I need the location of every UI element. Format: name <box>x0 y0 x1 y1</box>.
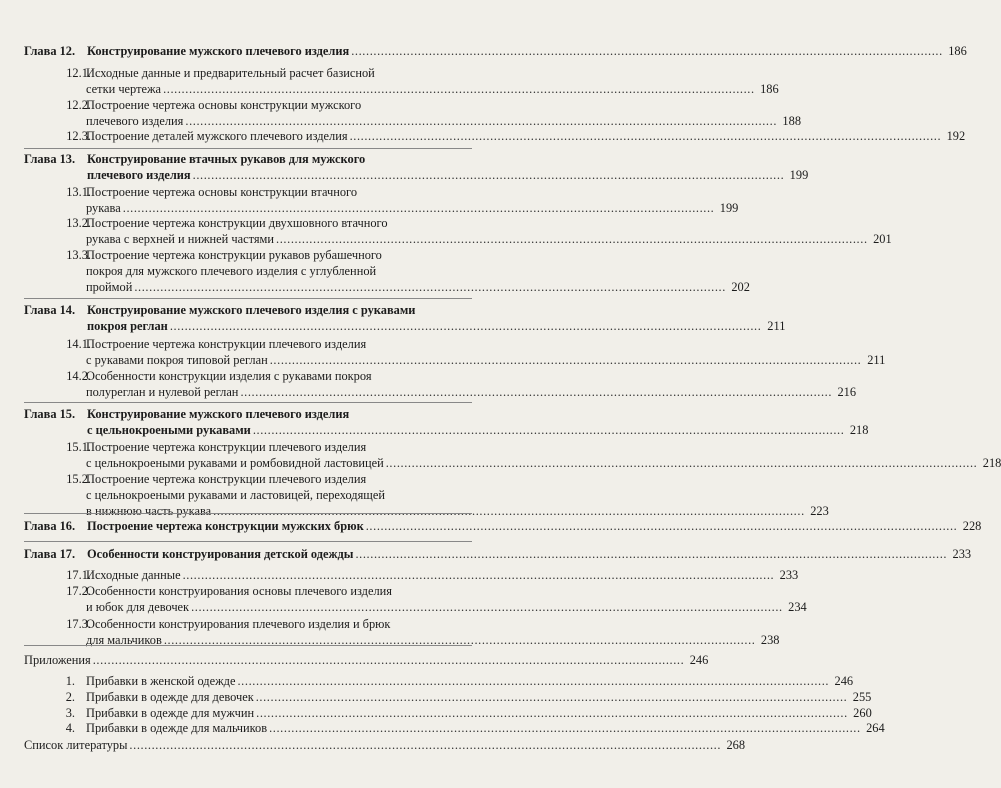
page-number: 233 <box>779 568 799 582</box>
section-entry-text: Исходные данные <box>86 568 181 582</box>
dot-leader: ................................................................................................................................................................ <box>256 706 848 720</box>
appendix-title-text: Приложения <box>24 653 91 667</box>
entry-number: 15.1. <box>66 440 91 454</box>
page-number: 218 <box>849 423 869 437</box>
section-entry-text: с рукавами покроя типовой реглан <box>86 353 268 367</box>
page-number: 264 <box>866 721 885 735</box>
section-entry <box>0 247 514 263</box>
chapter-divider <box>24 402 472 403</box>
section-entry <box>0 200 739 216</box>
page-number: 218 <box>982 456 1001 470</box>
chapter-label: Глава 17. <box>24 547 76 561</box>
section-entry <box>0 263 514 279</box>
entry-number: 15.2. <box>66 472 91 486</box>
page-number: 246 <box>689 653 709 667</box>
chapter-title-text: Конструирование мужского плечевого изделия <box>87 407 350 421</box>
chapter-title-text: покроя реглан <box>87 319 168 333</box>
entry-number: 12.3. <box>66 129 91 143</box>
page-number: 246 <box>834 674 854 688</box>
chapter-divider <box>24 541 472 542</box>
chapter-title-text: Конструирование мужского плечевого изделия <box>87 44 350 58</box>
page-number: 188 <box>782 114 802 128</box>
section-entry <box>0 583 514 599</box>
section-entry-text: сетки чертежа <box>86 82 162 96</box>
section-entry <box>0 352 886 368</box>
dot-leader: ................................................................................................................................................................ <box>240 385 833 399</box>
chapter-label: Глава 16. <box>24 519 76 533</box>
section-entry-text: рукава с верхней и нижней частями <box>86 232 275 246</box>
entry-number: 1. <box>65 674 75 688</box>
dot-leader: ................................................................................................................................................................ <box>269 721 861 735</box>
dot-leader: ................................................................................................................................................................ <box>169 319 762 333</box>
dot-leader: ................................................................................................................................................................ <box>255 690 848 704</box>
chapter-title <box>0 422 869 438</box>
section-entry-text: с цельнокроеными рукавами и ластовицей, переходящей <box>86 488 385 502</box>
entry-number: 4. <box>65 721 75 735</box>
section-entry-text: рукава <box>86 201 121 215</box>
page-number: 268 <box>726 738 746 752</box>
section-entry-text: Построение чертежа основы конструкции втачного <box>86 185 358 199</box>
dot-leader: ................................................................................................................................................................ <box>349 129 942 143</box>
section-entry-text: для мальчиков <box>86 633 162 647</box>
chapter-title <box>0 406 514 422</box>
section-entry-text: Построение чертежа конструкции плечевого изделия <box>86 472 367 486</box>
section-entry <box>0 471 514 487</box>
dot-leader: ................................................................................................................................................................ <box>385 456 978 470</box>
page-number: 260 <box>853 706 872 720</box>
dot-leader: ................................................................................................................................................................ <box>129 738 722 752</box>
dot-leader: ................................................................................................................................................................ <box>163 82 755 96</box>
section-entry-text: покроя для мужского плечевого изделия с углубленной <box>86 264 377 278</box>
section-entry <box>0 231 892 247</box>
entry-number: 13.3. <box>66 248 91 262</box>
dot-leader: ................................................................................................................................................................ <box>252 423 845 437</box>
section-entry <box>0 503 829 519</box>
section-entry <box>0 567 799 583</box>
appendix-item-text: Прибавки в одежде для мужчин <box>86 706 255 720</box>
dot-leader: ................................................................................................................................................................ <box>351 44 943 58</box>
entry-number: 3. <box>65 706 75 720</box>
section-entry <box>0 184 514 200</box>
entry-number: 14.2. <box>66 369 91 383</box>
section-entry-text: Исходные данные и предварительный расчет базисной <box>86 66 375 80</box>
dot-leader: ................................................................................................................................................................ <box>355 547 948 561</box>
section-entry-text: Особенности конструирования плечевого изделия и брюк <box>86 617 391 631</box>
section-entry <box>0 487 514 503</box>
entry-number: 17.2. <box>66 584 91 598</box>
section-entry <box>0 215 514 231</box>
section-entry <box>0 97 514 113</box>
chapter-title-text: Особенности конструирования детской одежды <box>87 547 354 561</box>
chapter-label: Глава 14. <box>24 303 76 317</box>
section-entry <box>0 81 779 97</box>
section-entry <box>0 279 750 295</box>
appendix-item <box>0 673 854 689</box>
entry-number: 12.2. <box>66 98 91 112</box>
section-entry-text: с цельнокроеными рукавами и ромбовидной ластовицей <box>86 456 384 470</box>
section-entry <box>0 455 1001 471</box>
section-entry-text: Особенности конструирования основы плечевого изделия <box>86 584 392 598</box>
section-entry-text: Построение чертежа основы конструкции мужского <box>86 98 362 112</box>
entry-number: 14.1. <box>66 337 91 351</box>
section-entry-text: Построение чертежа конструкции плечевого изделия <box>86 337 367 351</box>
section-entry-text: Построение чертежа конструкции плечевого изделия <box>86 440 367 454</box>
page-number: 199 <box>789 168 809 182</box>
entry-number: 13.2. <box>66 216 91 230</box>
page-number: 186 <box>948 44 967 58</box>
chapter-title <box>0 302 514 318</box>
page-number: 186 <box>760 82 779 96</box>
chapter-title-text: плечевого изделия <box>87 168 191 182</box>
appendix-item <box>0 705 872 721</box>
entry-number: 2. <box>65 690 75 704</box>
section-entry-text: полуреглан и нулевой реглан <box>86 385 239 399</box>
page-number: 202 <box>731 280 750 294</box>
page-number: 199 <box>719 201 739 215</box>
section-entry <box>0 65 514 81</box>
dot-leader: ................................................................................................................................................................ <box>182 568 775 582</box>
section-entry-text: Построение деталей мужского плечевого изделия <box>86 129 348 143</box>
chapter-divider <box>24 298 472 299</box>
section-entry <box>0 384 857 400</box>
dot-leader: ................................................................................................................................................................ <box>185 114 778 128</box>
section-entry <box>0 113 802 129</box>
section-entry-text: Построение чертежа конструкции рукавов рубашечного <box>86 248 382 262</box>
page-number: 228 <box>962 519 982 533</box>
chapter-title <box>0 546 972 562</box>
section-entry <box>0 336 514 352</box>
entry-number: 17.1. <box>66 568 91 582</box>
page-number: 255 <box>852 690 872 704</box>
chapter-label: Глава 15. <box>24 407 76 421</box>
chapter-divider <box>24 645 472 646</box>
chapter-title <box>0 518 982 534</box>
page-number: 234 <box>788 600 807 614</box>
page-number: 223 <box>810 504 829 518</box>
dot-leader: ................................................................................................................................................................ <box>92 653 685 667</box>
entry-number: 17.3. <box>66 617 91 631</box>
section-entry <box>0 439 514 455</box>
dot-leader: ................................................................................................................................................................ <box>163 633 756 647</box>
page-number: 216 <box>837 385 857 399</box>
chapter-title <box>0 151 514 167</box>
bibliography-title-text: Список литературы <box>24 738 128 752</box>
chapter-title-text: Конструирование мужского плечевого изделия с рукавами <box>87 303 416 317</box>
chapter-label: Глава 13. <box>24 152 76 166</box>
appendix-item-text: Прибавки в женской одежде <box>86 674 236 688</box>
section-entry <box>0 368 514 384</box>
appendix-item-text: Прибавки в одежде для мальчиков <box>86 721 268 735</box>
section-entry <box>0 616 514 632</box>
dot-leader: ................................................................................................................................................................ <box>276 232 868 246</box>
page-number: 211 <box>767 319 786 333</box>
appendix-item <box>0 689 872 705</box>
section-entry-text: в нижнюю часть рукава <box>86 504 212 518</box>
page-number: 201 <box>873 232 892 246</box>
entry-number: 13.1. <box>66 185 91 199</box>
page-number: 238 <box>760 633 780 647</box>
page-number: 192 <box>946 129 966 143</box>
chapter-divider <box>24 148 472 149</box>
appendix-item-text: Прибавки в одежде для девочек <box>86 690 254 704</box>
chapter-label: Глава 12. <box>24 44 76 58</box>
section-entry-text: Построение чертежа конструкции двухшовного втачного <box>86 216 388 230</box>
chapter-title <box>0 318 786 334</box>
dot-leader: ................................................................................................................................................................ <box>191 600 783 614</box>
section-entry-text: проймой <box>86 280 133 294</box>
section-entry <box>0 128 966 144</box>
entry-number: 12.1. <box>66 66 91 80</box>
dot-leader: ................................................................................................................................................................ <box>237 674 830 688</box>
dot-leader: ................................................................................................................................................................ <box>134 280 726 294</box>
chapter-title-text: с цельнокроеными рукавами <box>87 423 251 437</box>
dot-leader: ................................................................................................................................................................ <box>365 519 958 533</box>
dot-leader: ................................................................................................................................................................ <box>213 504 805 518</box>
chapter-title-text: Конструирование втачных рукавов для мужского <box>87 152 366 166</box>
bibliography-title <box>0 737 746 753</box>
page-number: 211 <box>867 353 886 367</box>
section-entry-text: Особенности конструкции изделия с рукавами покроя <box>86 369 372 383</box>
chapter-title-text: Построение чертежа конструкции мужских брюк <box>87 519 364 533</box>
chapter-title <box>0 43 967 59</box>
chapter-title <box>0 167 809 183</box>
page-number: 233 <box>952 547 972 561</box>
section-entry-text: плечевого изделия <box>86 114 184 128</box>
appendix-title <box>0 652 709 668</box>
dot-leader: ................................................................................................................................................................ <box>122 201 715 215</box>
dot-leader: ................................................................................................................................................................ <box>192 168 785 182</box>
chapter-divider <box>24 513 472 514</box>
dot-leader: ................................................................................................................................................................ <box>269 353 862 367</box>
appendix-item <box>0 720 885 736</box>
section-entry-text: и юбок для девочек <box>86 600 190 614</box>
section-entry <box>0 599 807 615</box>
